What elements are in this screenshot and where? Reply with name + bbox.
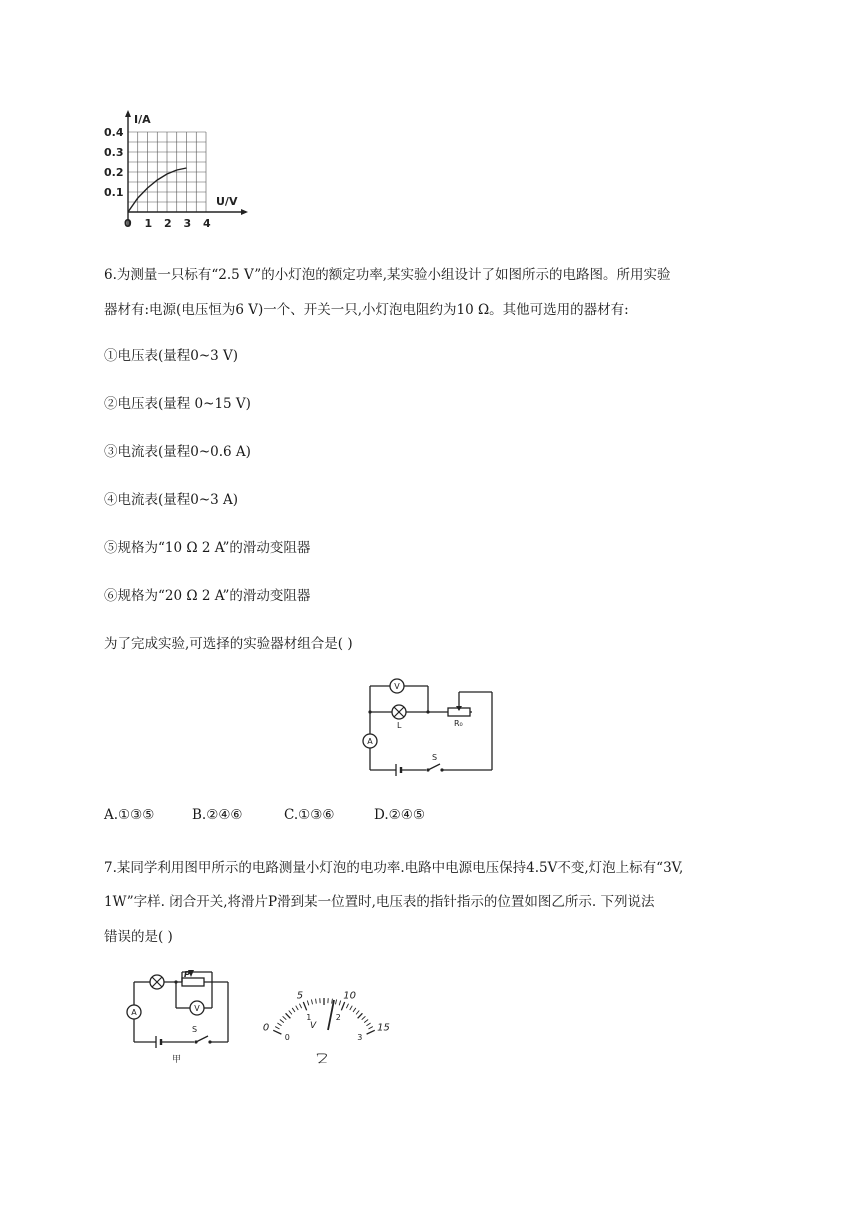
dial-tick <box>367 1030 375 1034</box>
dial-tick <box>356 1010 359 1014</box>
graph-grid <box>128 132 206 212</box>
dial-ticks <box>273 998 375 1034</box>
dial-tick <box>358 1013 363 1018</box>
x-tick-label: 4 <box>203 217 211 230</box>
dial-tick <box>280 1020 284 1023</box>
q6-ammeter-symbol <box>363 734 377 748</box>
dial-tick <box>346 1004 348 1008</box>
dial-tick <box>286 1013 291 1018</box>
q6-option-c: C.①③⑥ <box>284 807 335 823</box>
dial-inner-label: 3 <box>357 1033 363 1043</box>
x-tick-label: 3 <box>183 217 192 230</box>
x-axis-label: U/V <box>216 195 238 208</box>
dial-tick <box>368 1027 372 1029</box>
dial-tick <box>311 999 312 1004</box>
q7-stem-line1: 7.某同学利用图甲所示的电路测量小灯泡的电功率.电路中电源电压保持4.5V不变,灯泡上标有“3V, <box>104 860 684 876</box>
q7-circuit-jia <box>124 968 240 1068</box>
q7-caption-jia: 甲 <box>172 1055 182 1065</box>
dial-tick <box>292 1008 295 1012</box>
dial-inner-label: 1 <box>306 1012 312 1022</box>
dial-tick <box>283 1016 287 1019</box>
dial-tick <box>339 1001 340 1006</box>
q6-item-3: ③电流表(量程0~0.6 A) <box>104 444 251 460</box>
dial-tick <box>277 1023 281 1026</box>
dial-outer-label: 15 <box>377 1022 390 1034</box>
q6-item-6: ⑥规格为“20 Ω 2 A”的滑动变阻器 <box>104 588 311 604</box>
q7-voltmeter-symbol <box>190 1001 204 1015</box>
svg-text:L: L <box>397 721 402 730</box>
dial-tick <box>273 1030 281 1034</box>
x-tick-label: 2 <box>164 217 172 230</box>
y-axis-arrow <box>125 110 131 117</box>
q6-circuit-diagram <box>360 678 500 776</box>
svg-text:A: A <box>367 737 373 746</box>
dial-tick <box>275 1027 279 1029</box>
dial-tick <box>289 1010 292 1014</box>
q6-stem-line1: 6.为测量一只标有“2.5 V”的小灯泡的额定功率,某实验小组设计了如图所示的电路图。所用实验 <box>104 267 671 283</box>
dial-outer-label: 5 <box>296 990 304 1002</box>
y-tick-label: 0.3 <box>104 146 124 159</box>
q6-lamp-symbol <box>392 705 406 730</box>
q6-item-5: ⑤规格为“10 Ω 2 A”的滑动变阻器 <box>104 540 311 556</box>
dial-tick <box>335 999 336 1004</box>
q6-question: 为了完成实验,可选择的实验器材组合是( ) <box>104 636 353 652</box>
y-tick-label: 0.4 <box>104 126 124 139</box>
q6-item-4: ④电流表(量程0~3 A) <box>104 492 239 508</box>
q7-switch-label: S <box>192 1025 198 1034</box>
iu-graph <box>96 108 256 236</box>
dial-tick <box>332 999 333 1004</box>
x-tick-label: 0 <box>124 217 132 230</box>
q6-option-b: B.②④⑥ <box>192 807 243 823</box>
dial-tick <box>316 999 317 1004</box>
q7-stem-line2: 1W”字样. 闭合开关,将滑片P滑到某一位置时,电压表的指针指示的位置如图乙所示. 下列说法 <box>104 894 655 910</box>
dial-outer-label: 10 <box>343 990 356 1002</box>
dial-tick <box>341 1002 344 1010</box>
dial-unit: V <box>310 1021 317 1031</box>
dial-inner-label: 2 <box>335 1012 341 1022</box>
dial-tick <box>350 1006 353 1010</box>
dial-tick <box>362 1016 366 1019</box>
q6-voltmeter-symbol <box>390 679 404 693</box>
q7-slider-label: P <box>184 970 190 979</box>
q6-stem-line2: 器材有:电源(电压恒为6 V)一个、开关一只,小灯泡电阻约为10 Ω。其他可选用的器材有: <box>104 302 629 318</box>
q7-stem-line3: 错误的是( ) <box>104 929 173 945</box>
dial-outer-label: 0 <box>262 1022 270 1034</box>
q6-item-1: ①电压表(量程0~3 V) <box>104 348 239 364</box>
dial-inner-label: 0 <box>284 1033 290 1043</box>
q7-voltmeter-dial-yi <box>252 968 390 1068</box>
svg-text:A: A <box>131 1008 137 1017</box>
x-tick-label: 1 <box>144 217 153 230</box>
q7-lamp-symbol <box>150 975 164 989</box>
q6-switch-label: S <box>432 753 438 762</box>
q6-option-a: A.①③⑤ <box>104 807 155 823</box>
q7-ammeter-symbol <box>127 1005 141 1019</box>
x-axis-arrow <box>241 209 248 215</box>
svg-text:V: V <box>394 682 400 691</box>
svg-text:V: V <box>194 1004 200 1013</box>
dial-tick <box>366 1023 370 1026</box>
q6-option-d: D.②④⑤ <box>374 807 425 823</box>
y-tick-label: 0.1 <box>104 186 124 199</box>
dial-caption-yi: 乙 <box>315 1051 328 1065</box>
dial-tick <box>303 1002 306 1010</box>
dial-tick <box>353 1008 356 1012</box>
q6-rheostat-label: R₀ <box>454 719 463 728</box>
y-tick-label: 0.2 <box>104 166 124 179</box>
dial-tick <box>364 1020 368 1023</box>
dial-pointer <box>328 1000 334 1030</box>
q6-item-2: ②电压表(量程 0~15 V) <box>104 396 251 412</box>
dial-tick <box>299 1004 301 1008</box>
dial-tick <box>307 1001 308 1006</box>
dial-tick <box>296 1006 299 1010</box>
y-axis-label: I/A <box>134 113 151 126</box>
